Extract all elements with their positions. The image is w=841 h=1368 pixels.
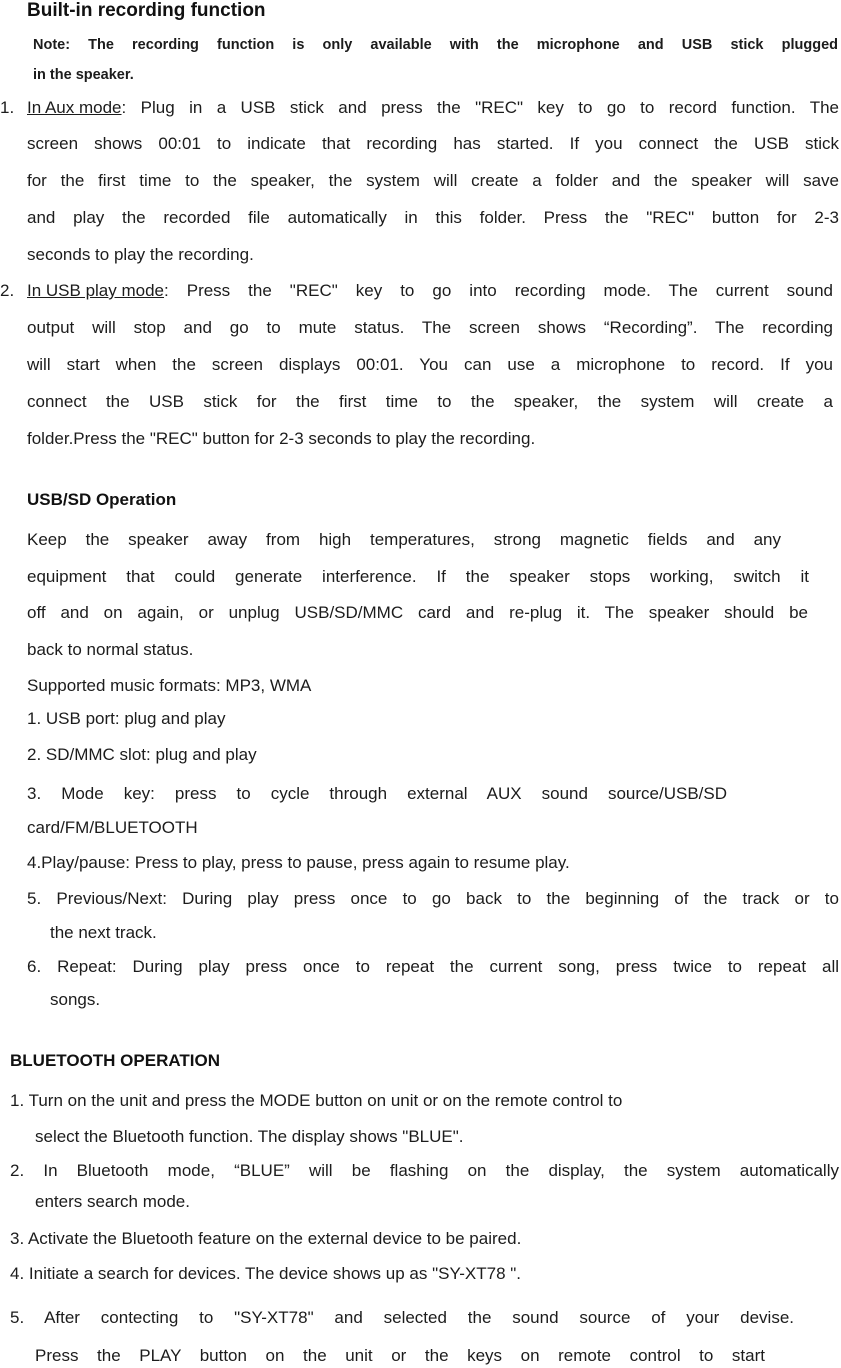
recording-item-2-line: folder.Press the "REC" button for 2-3 seconds to play the recording. [27,429,536,448]
recording-note-line-2: in the speaker. [33,67,134,83]
usb-sd-item-3: 3. Mode key: press to cycle through external AUX sound source/USB/SD [27,784,727,803]
recording-note-line-1: Note: The recording function is only available with the microphone and USB stick plugged [33,37,838,53]
recording-item-1-line: and play the recorded file automatically in this folder. Press the "REC" button for 2-3 [27,208,839,227]
usb-sd-para-line: equipment that could generate interference. If the speaker stops working, switch it [27,567,809,586]
usb-sd-para-line: back to normal status. [27,640,194,659]
aux-mode-label: In Aux mode [27,98,122,117]
usb-sd-item-6-cont: songs. [50,990,101,1009]
bluetooth-item-1-cont: select the Bluetooth function. The display shows "BLUE". [35,1127,464,1146]
usb-sd-item-4: 4.Play/pause: Press to play, press to pause, press again to resume play. [27,853,570,872]
recording-item-2-first-line [27,281,833,301]
usb-sd-heading: USB/SD Operation [27,490,177,509]
usb-sd-item-1: 1. USB port: plug and play [27,709,226,728]
bluetooth-item-2-cont: enters search mode. [35,1192,190,1211]
usb-play-mode-label: In USB play mode [27,281,165,300]
usb-sd-item-2: 2. SD/MMC slot: plug and play [27,745,257,764]
recording-item-1-first-line [27,98,839,118]
recording-item-1-line: screen shows 00:01 to indicate that recording has started. If you connect the USB stick [27,134,839,153]
usb-sd-item-5-cont: the next track. [50,923,157,942]
usb-play-mode-text: : Press the "REC" key to go into recording mode. The current sound [164,281,833,300]
recording-item-2-line: connect the USB stick for the first time to the speaker, the system will create a [27,392,833,411]
recording-item-2-line: will start when the screen displays 00:01. You can use a microphone to record. If you [27,355,833,374]
recording-item-2-number: 2. [0,281,15,300]
recording-item-1-number: 1. [0,98,15,117]
usb-sd-para-line: Keep the speaker away from high temperatures, strong magnetic fields and any [27,530,781,549]
usb-sd-item-3-cont: card/FM/BLUETOOTH [27,818,198,837]
recording-item-1-line: seconds to play the recording. [27,245,254,264]
bluetooth-item-3: 3. Activate the Bluetooth feature on the external device to be paired. [10,1229,522,1248]
bluetooth-heading: BLUETOOTH OPERATION [10,1051,220,1070]
aux-mode-text: : Plug in a USB stick and press the "REC" key to go to record function. The [121,98,839,117]
recording-item-2-line: output will stop and go to mute status. The screen shows “Recording”. The recording [27,318,833,337]
usb-sd-item-6: 6. Repeat: During play press once to repeat the current song, press twice to repeat all [27,957,839,976]
supported-formats: Supported music formats: MP3, WMA [27,676,312,695]
recording-item-1-line: for the first time to the speaker, the system will create a folder and the speaker will save [27,171,839,190]
usb-sd-para-line: off and on again, or unplug USB/SD/MMC card and re-plug it. The speaker should be [27,603,808,622]
bluetooth-item-5: 5. After contecting to "SY-XT78" and selected the sound source of your devise. [10,1308,794,1327]
bluetooth-item-2: 2. In Bluetooth mode, “BLUE” will be flashing on the display, the system automatically [10,1161,839,1180]
recording-heading: Built-in recording function [27,0,266,21]
bluetooth-item-5-cont: Press the PLAY button on the unit or the keys on remote control to start [35,1346,765,1365]
usb-sd-item-5: 5. Previous/Next: During play press once to go back to the beginning of the track or to [27,889,839,908]
bluetooth-item-4: 4. Initiate a search for devices. The device shows up as "SY-XT78 ". [10,1264,522,1283]
bluetooth-item-1: 1. Turn on the unit and press the MODE button on unit or on the remote control to [10,1091,623,1110]
